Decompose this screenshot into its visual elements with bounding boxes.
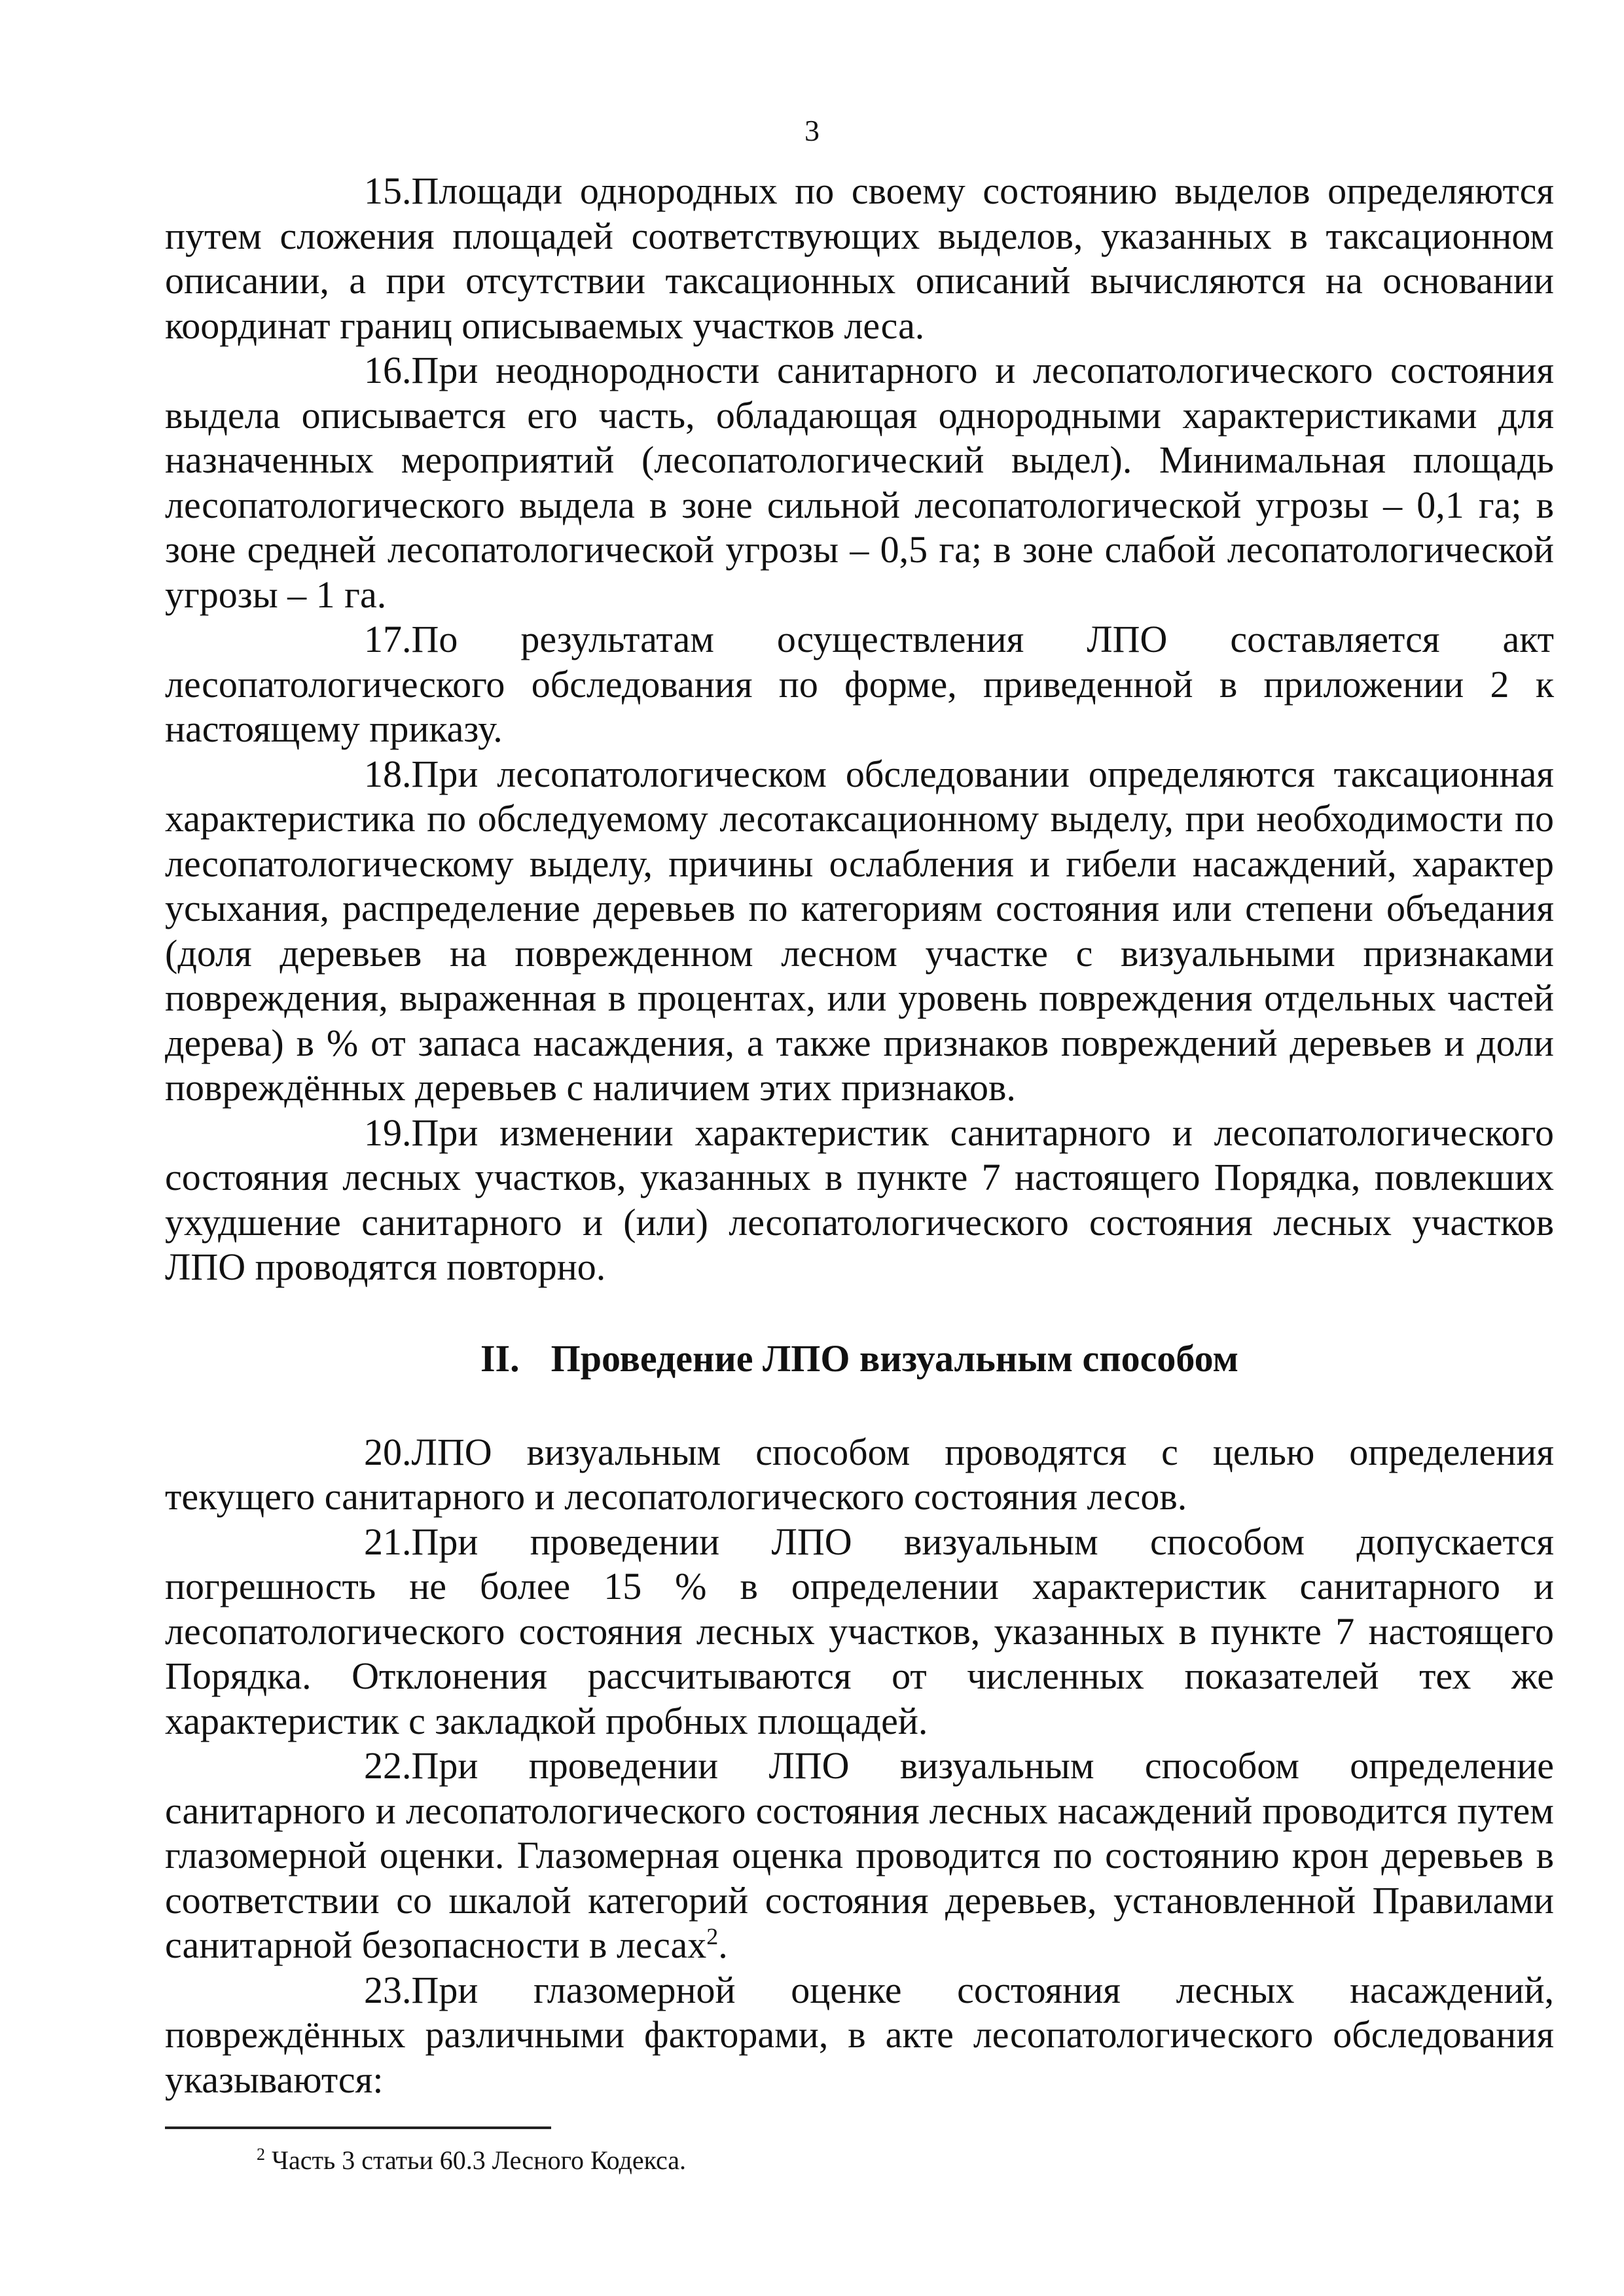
section-title: Проведение ЛПО визуальным способом — [550, 1336, 1239, 1380]
section-number: II. — [480, 1336, 520, 1380]
page-number: 3 — [804, 114, 820, 147]
paragraph-text: При проведении ЛПО визуальным способом допускается погрешность не более 15 % в определении характеристик санитарного и лесопатологического состояния лесных участков, указанных в пункте 7 настоящего Порядка. Отклонения рассчитываются от численных показателей тех же характеристик с закладкой пробных площадей. — [165, 1520, 1554, 1742]
paragraph-text: По результатам осуществления ЛПО составляется акт лесопатологического обследования по форме, приведенной в приложении 2 к настоящему приказу. — [165, 618, 1554, 750]
paragraph-text: При неоднородности санитарного и лесопатологического состояния выдела описывается его часть, обладающая однородными характеристиками для назначенных мероприятий (лесопатологический выдел). Минимальная площадь лесопатологического выдела в зоне сильной лесопатологической угрозы – 0,1 га; в зоне средней лесопатологической угрозы – 0,5 га; в зоне слабой лесопатологической угрозы – 1 га. — [165, 349, 1554, 616]
paragraph-text: При лесопатологическом обследовании определяются таксационная характеристика по обследуемому лесотаксационному выделу, при необходимости по лесопатологическому выделу, причины ослабления и гибели насаждений, характер усыхания, распределение деревьев по категориям состояния или степени объедания (доля деревьев на поврежденном лесном участке с визуальными признаками повреждения, выраженная в процентах, или уровень повреждения отдельных частей дерева) в % от запаса насаждения, а также признаков повреждений деревьев и доли повреждённых деревьев с наличием этих признаков. — [165, 752, 1554, 1109]
paragraph-number: 21. — [364, 1520, 412, 1563]
paragraph-text: При проведении ЛПО визуальным способом определение санитарного и лесопатологического состояния лесных насаждений проводится путем глазомерной оценки. Глазомерная оценка проводится по состоянию крон деревьев в соответствии со шкалой категорий состояния деревьев, установленной Правилами санитарной безопасности в лесах — [165, 1744, 1554, 1966]
paragraph-number: 17. — [364, 618, 412, 660]
paragraph-number: 15. — [364, 170, 412, 212]
paragraph-19 — [165, 1111, 1554, 1290]
paragraph-18 — [165, 752, 1554, 1111]
paragraph-number: 19. — [364, 1111, 412, 1154]
section-heading — [165, 1336, 1554, 1382]
paragraph-17 — [165, 617, 1554, 752]
paragraph-number: 16. — [364, 349, 412, 391]
paragraph-text: При изменении характеристик санитарного и лесопатологического состояния лесных участков, указанных в пункте 7 настоящего Порядка, повлекших ухудшение санитарного и (или) лесопатологического состояния лесных участков ЛПО проводятся повторно. — [165, 1111, 1554, 1288]
paragraph-20 — [165, 1430, 1554, 1520]
paragraph-23 — [165, 1968, 1554, 2103]
footnote-mark: 2 — [257, 2144, 265, 2164]
paragraph-text: ЛПО визуальным способом проводятся с целью определения текущего санитарного и лесопатологического состояния лесов. — [165, 1430, 1554, 1518]
footnote-text: Часть 3 статьи 60.3 Лесного Кодекса. — [272, 2145, 687, 2175]
paragraph-number: 22. — [364, 1744, 412, 1787]
paragraph-text: Площади однородных по своему состоянию выделов определяются путем сложения площадей соответствующих выделов, указанных в таксационном описании, а при отсутствии таксационных описаний вычисляются на основании координат границ описываемых участков леса. — [165, 170, 1554, 347]
paragraph-15 — [165, 169, 1554, 348]
paragraph-16 — [165, 348, 1554, 617]
paragraph-21 — [165, 1520, 1554, 1744]
footnote — [257, 2143, 686, 2178]
paragraph-number: 18. — [364, 752, 412, 795]
paragraph-number: 20. — [364, 1430, 412, 1473]
paragraph-text: При глазомерной оценке состояния лесных насаждений, повреждённых различными факторами, в акте лесопатологического обследования указываются: — [165, 1968, 1554, 2101]
paragraph-tail: . — [718, 1924, 728, 1966]
paragraph-22 — [165, 1744, 1554, 1968]
footnote-separator — [165, 2126, 551, 2129]
footnote-reference: 2 — [706, 1923, 719, 1950]
paragraph-number: 23. — [364, 1968, 412, 2011]
document-body — [165, 169, 1554, 2102]
